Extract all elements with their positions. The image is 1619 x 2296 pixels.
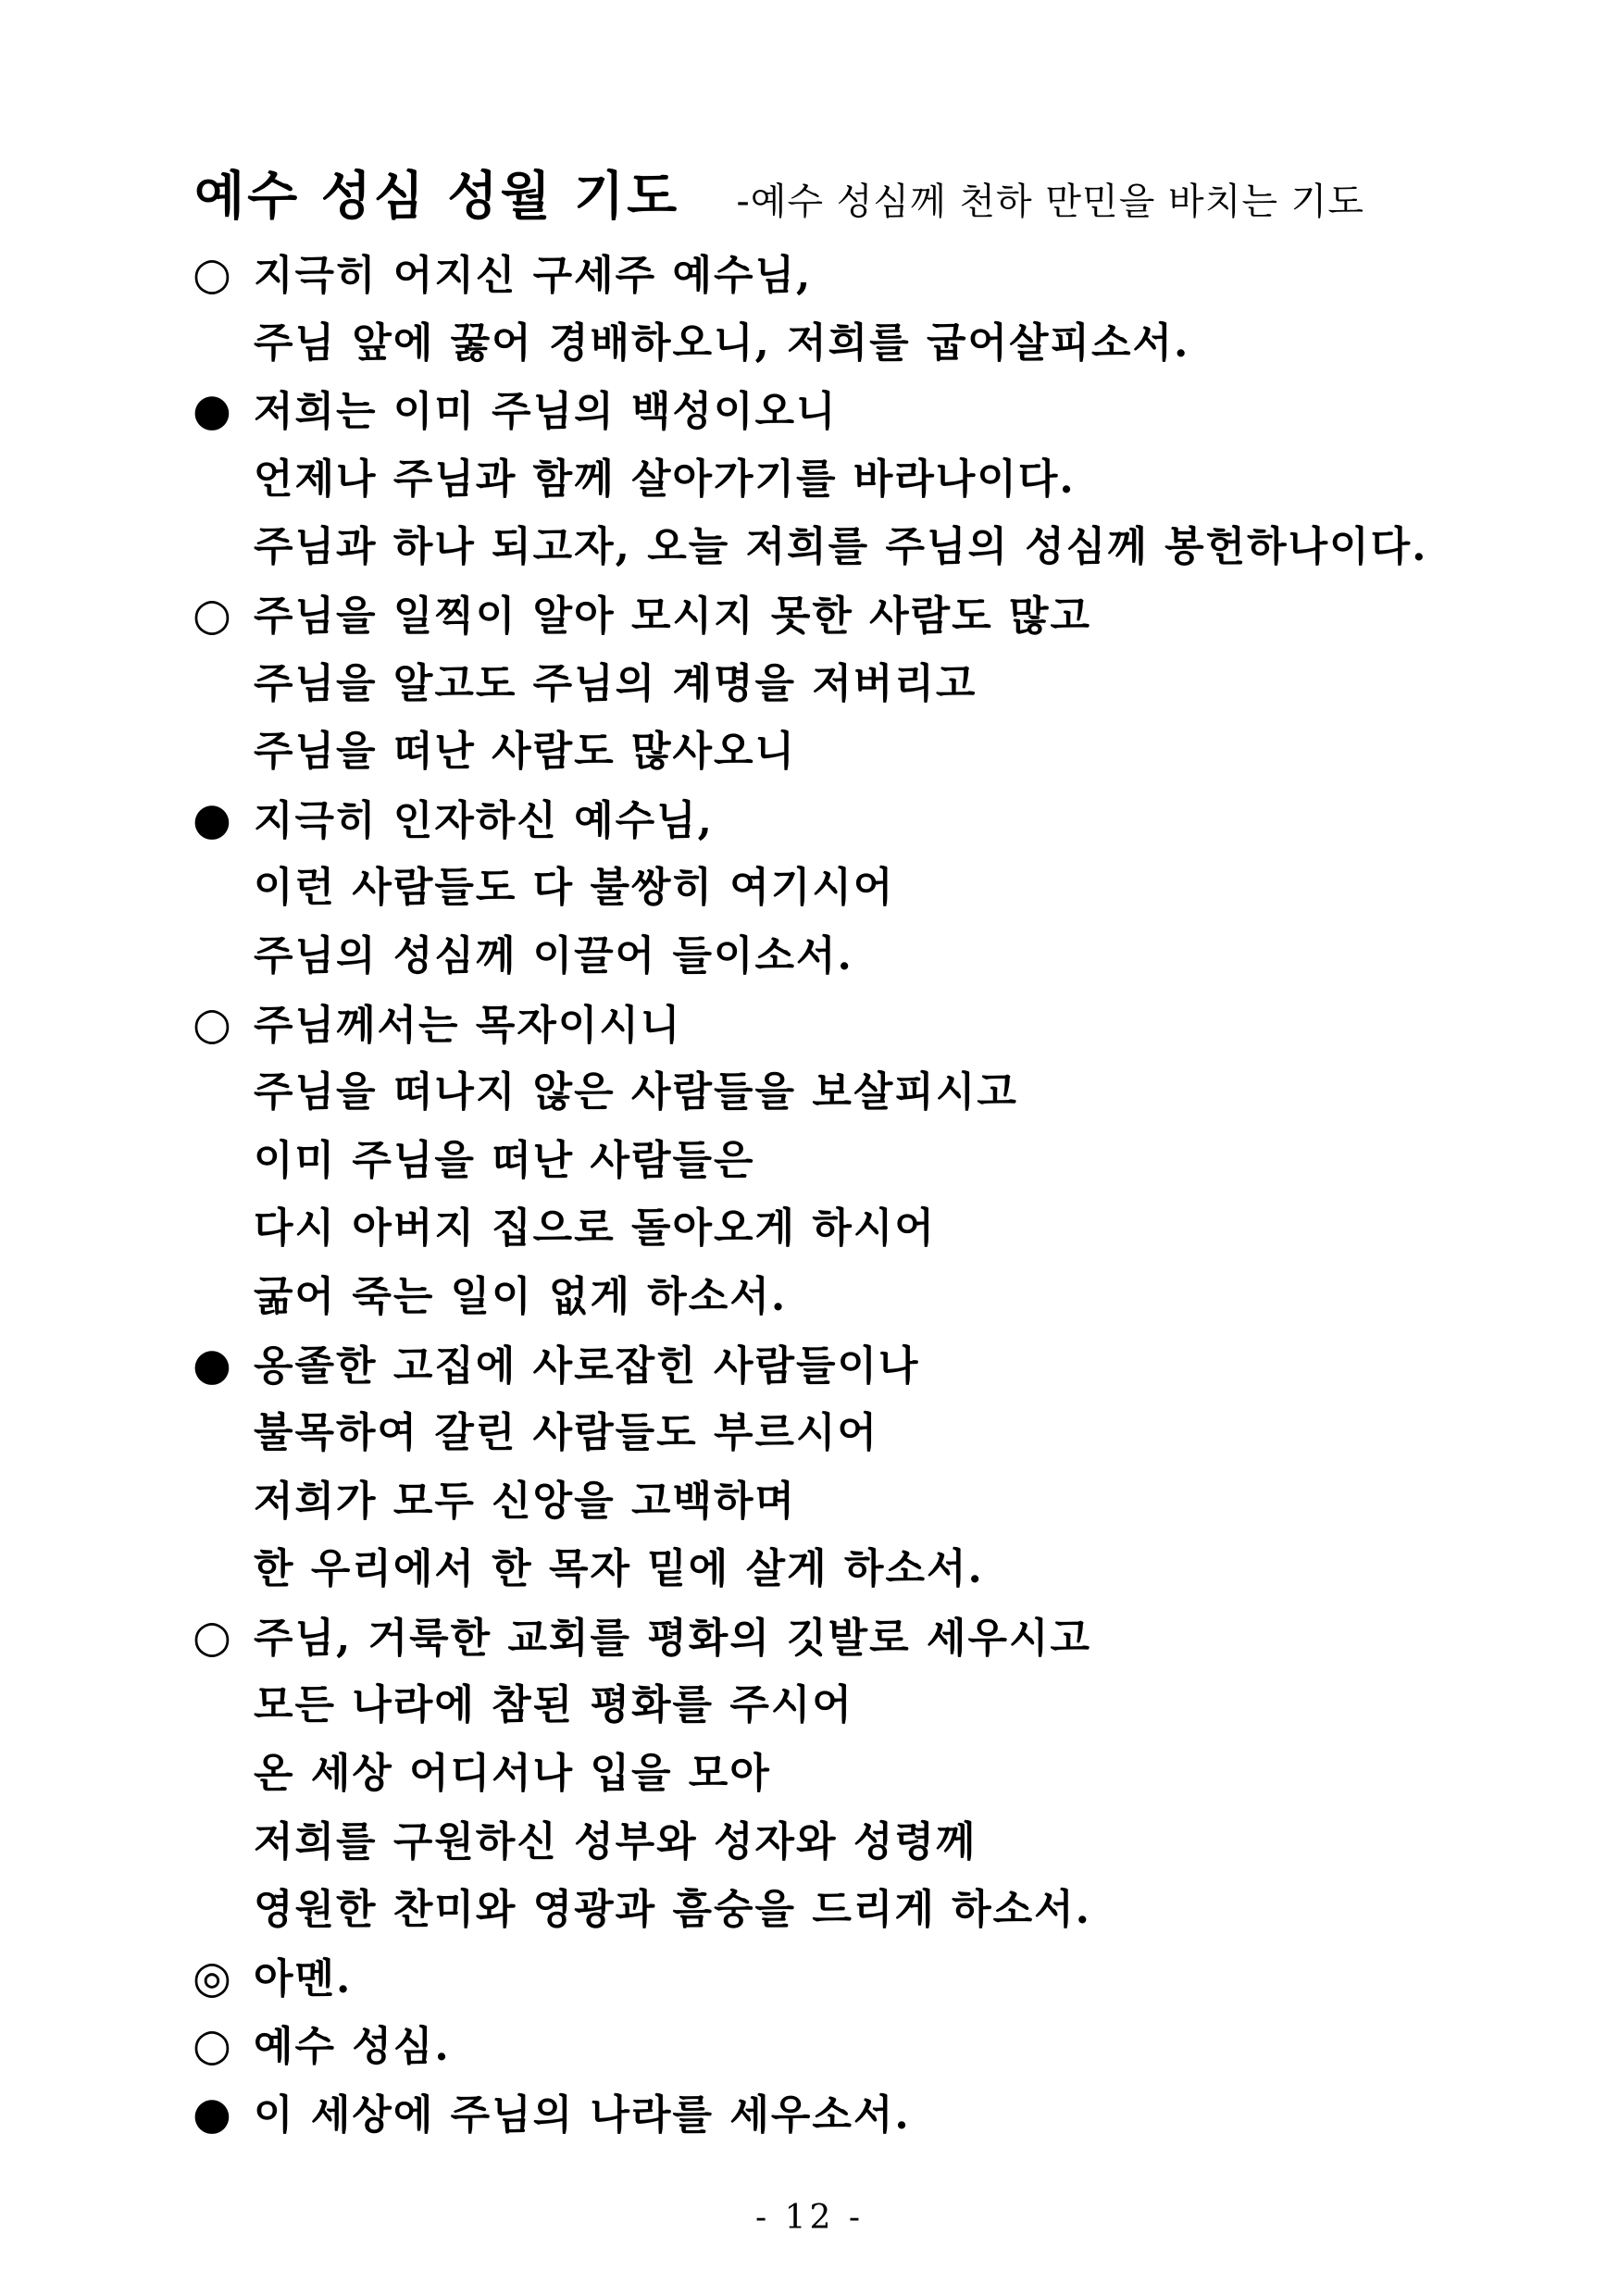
line-text: 예수 성심. bbox=[254, 2023, 451, 2071]
line-text: 굶어 죽는 일이 없게 하소서. bbox=[254, 1272, 788, 1320]
prayer-line bbox=[193, 1740, 1526, 1808]
marker-symbol: ● bbox=[193, 792, 233, 845]
line-text: 불목하여 갈린 사람들도 부르시어 bbox=[254, 1409, 879, 1457]
prayer-line bbox=[193, 241, 1526, 309]
prayer-line bbox=[193, 1263, 1526, 1331]
prayer-title: 예수 성심 성월 기도 bbox=[194, 167, 680, 227]
prayer-line bbox=[193, 1331, 1526, 1400]
line-text: 옹졸한 고집에 사로잡힌 사람들이나 bbox=[254, 1341, 920, 1390]
marker-symbol: ◎ bbox=[193, 1951, 233, 2003]
line-text: 한 우리에서 한 목자 밑에 살게 하소서. bbox=[254, 1545, 984, 1593]
page-number: - 12 - bbox=[754, 2199, 865, 2237]
marker-symbol: ● bbox=[193, 2088, 233, 2140]
line-text: 주님 앞에 꿇어 경배하오니, 저희를 굽어살피소서. bbox=[254, 318, 1190, 367]
prayer-line bbox=[193, 1058, 1526, 1127]
prayer-line bbox=[193, 650, 1526, 718]
line-text: 이런 사람들도 다 불쌍히 여기시어 bbox=[254, 864, 895, 912]
line-text: 온 세상 어디서나 입을 모아 bbox=[254, 1750, 771, 1798]
prayer-line bbox=[193, 1876, 1526, 1944]
line-text: 주님께서는 목자이시니 bbox=[254, 1001, 682, 1049]
marker-symbol: ○ bbox=[193, 588, 233, 641]
line-text: 지극히 인자하신 예수님, bbox=[254, 796, 714, 844]
prayer-line bbox=[193, 2012, 1526, 2080]
marker-symbol: ○ bbox=[193, 997, 233, 1050]
prayer-line bbox=[193, 377, 1526, 445]
line-text: 영원한 찬미와 영광과 흠숭을 드리게 하소서. bbox=[254, 1886, 1091, 1934]
prayer-subtitle: -예수 성심께 천하 만민을 바치는 기도 bbox=[736, 181, 1364, 223]
line-text: 모든 나라에 참된 평화를 주시어 bbox=[254, 1681, 853, 1729]
prayer-line bbox=[193, 1467, 1526, 1536]
line-text: 주님과 하나 되고자, 오늘 저희를 주님의 성심께 봉헌하나이다. bbox=[254, 523, 1428, 571]
line-text: 주님을 떠난 사람도 많사오니 bbox=[254, 728, 797, 776]
marker-symbol: ○ bbox=[193, 1610, 233, 1663]
prayer-line bbox=[193, 1399, 1526, 1467]
line-text: 다시 아버지 집으로 돌아오게 하시어 bbox=[254, 1204, 936, 1253]
line-text: 주님을 알고도 주님의 계명을 저버리고 bbox=[254, 659, 978, 707]
prayer-body bbox=[193, 241, 1526, 2149]
line-text: 이미 주님을 떠난 사람들은 bbox=[254, 1136, 755, 1184]
title-row bbox=[194, 156, 1490, 233]
prayer-line bbox=[193, 922, 1526, 991]
prayer-line bbox=[193, 309, 1526, 378]
prayer-line bbox=[193, 445, 1526, 514]
line-text: 저희가 모두 신앙을 고백하며 bbox=[254, 1477, 797, 1525]
prayer-line bbox=[193, 513, 1526, 581]
prayer-line bbox=[193, 991, 1526, 1059]
line-text: 주님, 거룩한 교회를 평화의 깃발로 세우시고 bbox=[254, 1614, 1091, 1662]
line-text: 주님을 일찍이 알아 모시지 못한 사람도 많고 bbox=[254, 592, 1091, 640]
prayer-line bbox=[193, 786, 1526, 855]
line-text: 언제나 주님과 함께 살아가기를 바라나이다. bbox=[254, 455, 1076, 503]
prayer-line bbox=[193, 1808, 1526, 1877]
line-text: 주님을 떠나지 않은 사람들을 보살피시고 bbox=[254, 1068, 1018, 1117]
line-text: 저희는 이미 주님의 백성이오니 bbox=[254, 388, 838, 436]
line-text: 주님의 성심께 이끌어 들이소서. bbox=[254, 931, 853, 980]
marker-symbol: ○ bbox=[193, 248, 233, 300]
line-text: 아멘. bbox=[254, 1954, 353, 2003]
marker-symbol: ● bbox=[193, 384, 233, 437]
marker-symbol: ● bbox=[193, 1338, 233, 1391]
prayer-line bbox=[193, 854, 1526, 922]
prayer-line bbox=[193, 718, 1526, 786]
prayer-line bbox=[193, 1603, 1526, 1672]
line-text: 이 세상에 주님의 나라를 세우소서. bbox=[254, 2091, 911, 2140]
line-text: 저희를 구원하신 성부와 성자와 성령께 bbox=[254, 1817, 978, 1866]
marker-symbol: ○ bbox=[193, 2019, 233, 2072]
prayer-line bbox=[193, 1535, 1526, 1603]
line-text: 지극히 어지신 구세주 예수님, bbox=[254, 252, 813, 299]
prayer-line bbox=[193, 1944, 1526, 2013]
prayer-line bbox=[193, 2080, 1526, 2149]
prayer-line bbox=[193, 1127, 1526, 1195]
prayer-line bbox=[193, 1194, 1526, 1263]
prayer-line bbox=[193, 1671, 1526, 1740]
prayer-line bbox=[193, 581, 1526, 650]
